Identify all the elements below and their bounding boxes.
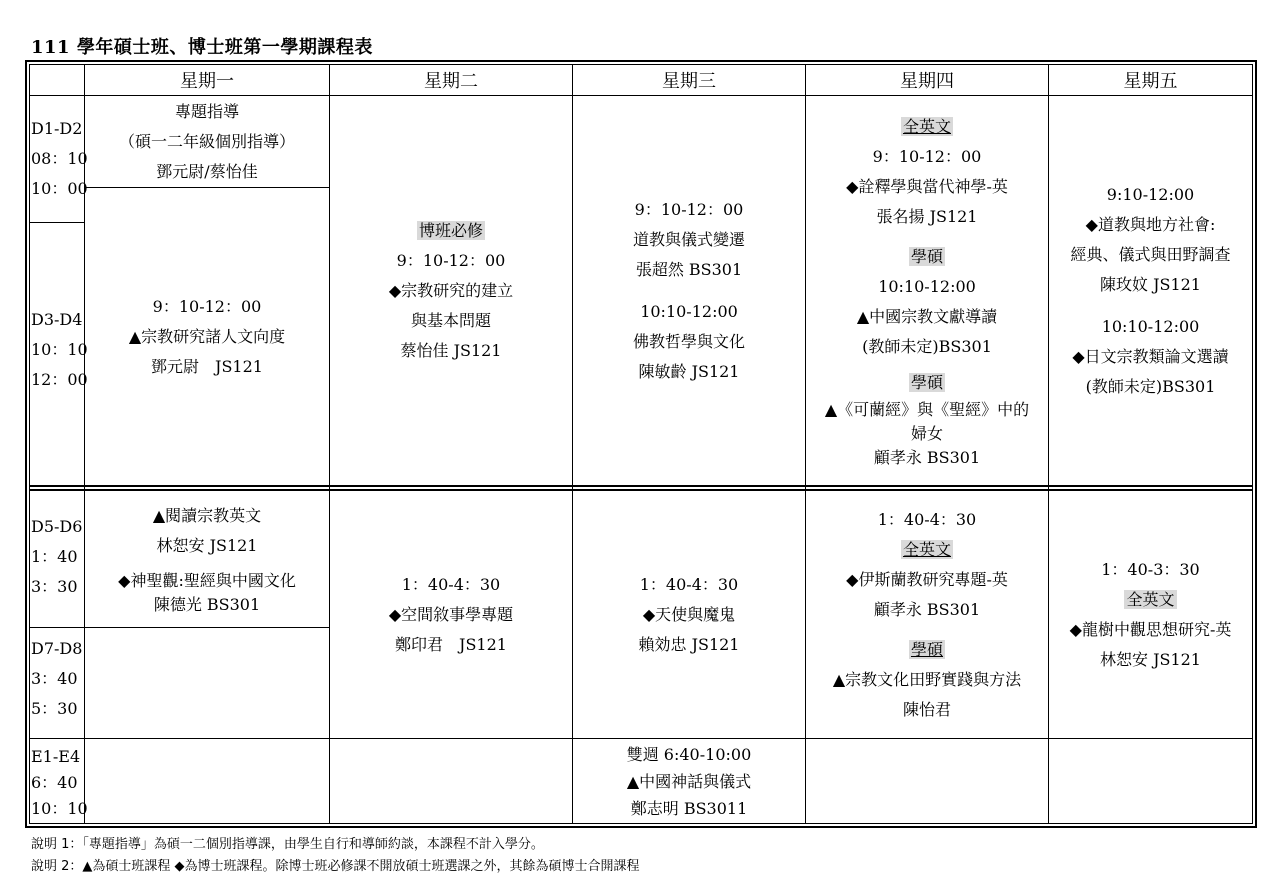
tag-badge: 博班必修 <box>418 220 483 240</box>
grid-line <box>1252 64 1253 824</box>
course-cell: 9:10-12:00 ◆道教與地方社會: 經典、儀式與田野調查 陳玫妏 JS121 10:10-12:00 ◆日文宗教類論文選讀 (教師未定)BS301 <box>1070 184 1231 396</box>
time-e1e4: E1-E4 6：40 10：10 <box>31 747 88 818</box>
course-cell: ▲閱讀宗教英文 林恕安 JS121 ◆神聖觀:聖經與中國文化 陳德光 BS301 <box>118 506 296 614</box>
page-title: 111 學年碩士班、博士班第一學期課程表 <box>31 37 373 58</box>
note-2: 說明 2：▲為碩士班課程 ◆為博士班課程。除博士班必修課不開放碩士班選課之外，其餘為碩博士合開課程 <box>31 859 640 874</box>
header-thursday: 星期四 <box>900 71 954 92</box>
course-cell: 1：40-4：30 ◆空間敘事學專題 鄭印君 JS121 <box>388 574 514 654</box>
course-cell: 雙週 6:40-10:00 ▲中國神話與儀式 鄭志明 BS3011 <box>626 744 752 818</box>
tag-badge: 全英文 <box>902 116 951 136</box>
header-monday: 星期一 <box>180 71 234 92</box>
course-cell: 專題指導 （碩一二年級個別指導） 鄧元尉/蔡怡佳 <box>118 101 295 181</box>
grid-line <box>29 64 1253 65</box>
course-cell: 1：40-3：30 全英文 ◆龍樹中觀思想研究-英 林恕安 JS121 <box>1069 559 1232 669</box>
tag-badge: 學碩 <box>910 246 943 266</box>
time-d7d8: D7-D8 3：40 5：30 <box>31 639 83 718</box>
course-cell: 9：10-12：00 道教與儀式變遷 張超然 BS301 10:10-12:00 佛教哲學與文化 陳敏齡 JS121 <box>632 199 745 381</box>
time-d5d6: D5-D6 1：40 3：30 <box>31 517 83 596</box>
grid-line <box>29 823 1253 824</box>
header-friday: 星期五 <box>1123 71 1178 92</box>
time-d3d4: D3-D4 10：10 12：00 <box>31 310 88 389</box>
course-cell: 博班必修 9：10-12：00 ◆宗教研究的建立 與基本問題 蔡怡佳 JS121 <box>388 220 514 360</box>
header-wednesday: 星期三 <box>662 71 716 92</box>
tag-badge: 全英文 <box>902 539 951 559</box>
course-cell: 1：40-4：30 ◆天使與魔鬼 賴効忠 JS121 <box>638 574 740 654</box>
grid-line <box>29 222 84 223</box>
course-cell: 1：40-4：30 全英文 ◆伊斯蘭教研究專題-英 顧孝永 BS301 學碩 ▲宗教文化田野實踐與方法 陳怡君 <box>832 509 1022 719</box>
time-d1d2: D1-D2 08：10 10：00 <box>31 119 88 198</box>
grid-line <box>29 627 329 628</box>
header-tuesday: 星期二 <box>424 71 478 92</box>
tag-badge: 學碩 <box>910 372 943 392</box>
grid-line <box>29 485 1253 487</box>
tag-badge: 學碩 <box>910 639 943 659</box>
course-cell: 全英文 9：10-12：00 ◆詮釋學與當代神學-英 張名揚 JS121 學碩 10:10-12:00 ▲中國宗教文獻導讀 (教師未定)BS301 學碩 ▲《可蘭經》與《聖經》中的 婦女 顧孝永 BS301 <box>824 116 1030 467</box>
note-1: 說明 1：「專題指導」為碩一二個別指導課，由學生自行和導師約談，本課程不計入學分。 <box>31 837 544 852</box>
course-cell: 9：10-12：00 ▲宗教研究諸人文向度 鄧元尉 JS121 <box>128 296 286 376</box>
grid-line <box>29 64 30 824</box>
tag-badge: 全英文 <box>1126 589 1175 609</box>
